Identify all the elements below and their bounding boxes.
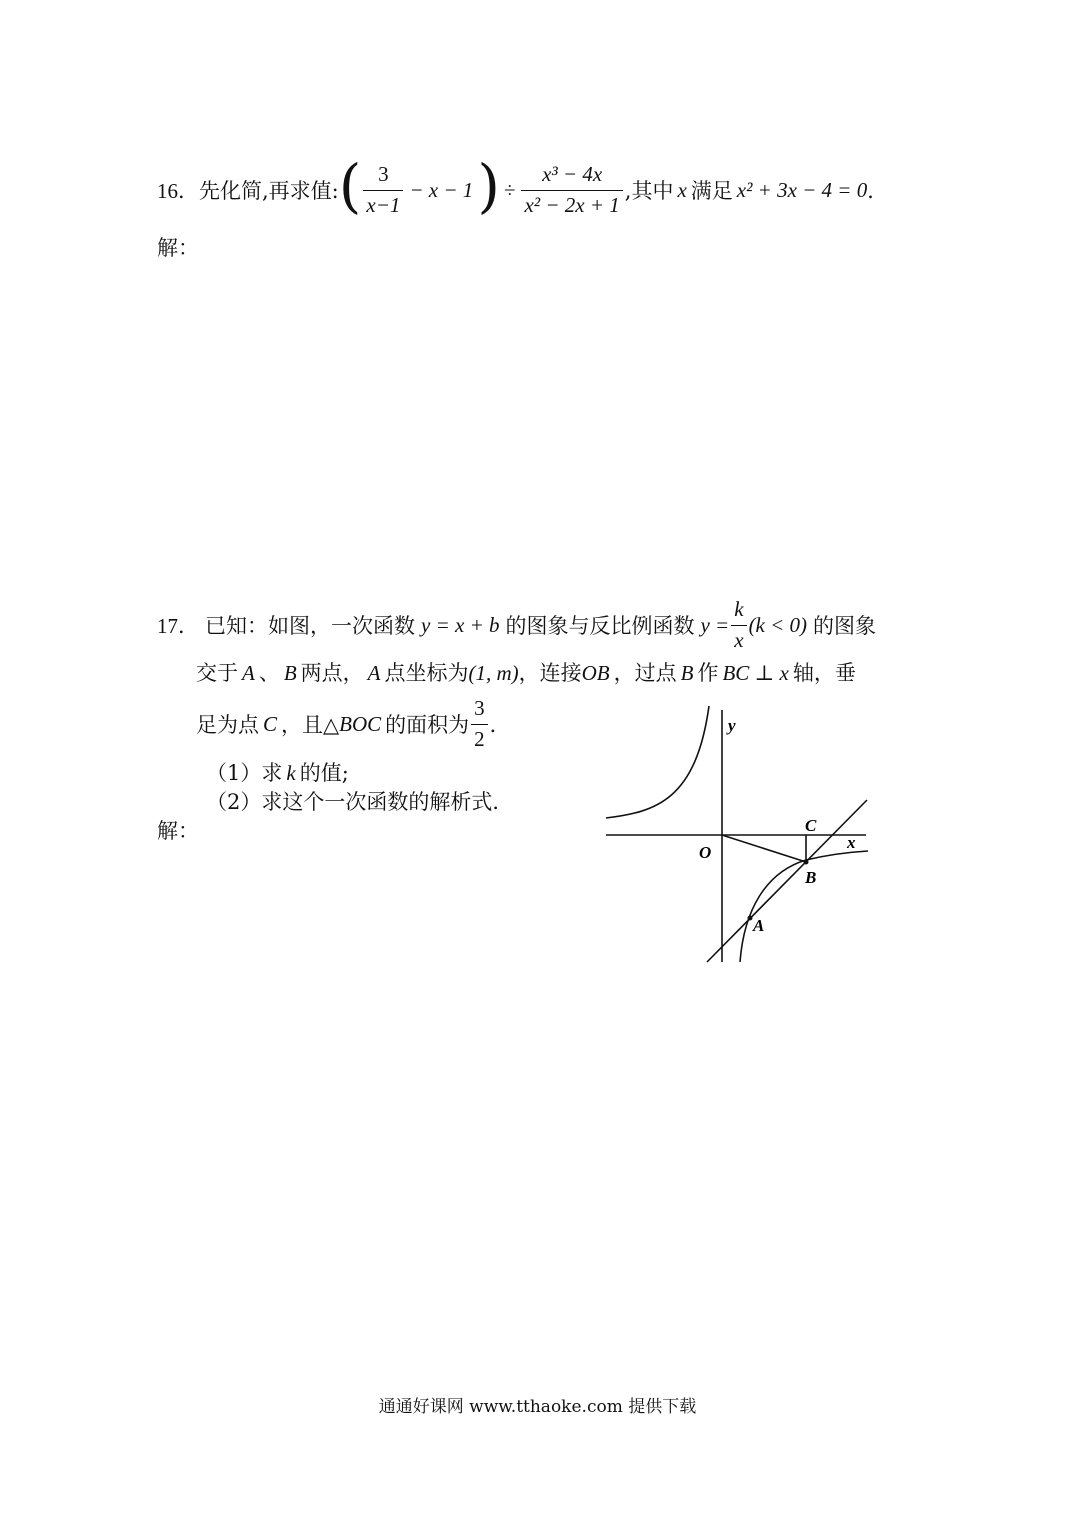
- text-segment: 的图象与反比例函数: [505, 614, 695, 638]
- variable-k: k: [286, 761, 296, 785]
- origin-label: O: [699, 843, 712, 862]
- sentence-end: ．: [867, 179, 889, 203]
- division-sign: ÷: [503, 177, 516, 202]
- fraction-3-over-x-minus-1: [363, 162, 403, 217]
- text-segment: （1）求: [206, 761, 283, 785]
- text-segment: ，连接: [518, 661, 582, 685]
- linear-function-line: [707, 800, 867, 962]
- hyperbola-lower-right-branch: [740, 851, 868, 962]
- expression-minus-x-minus-1: − x − 1: [409, 177, 474, 202]
- text-segment: 已知：如图，一次函数: [205, 614, 415, 638]
- left-paren: (: [338, 152, 362, 220]
- fraction-denominator: 2: [474, 726, 485, 751]
- equation-linear: y = x + b: [421, 612, 500, 637]
- fraction-numerator: k: [731, 597, 746, 625]
- segment-OB: OB: [581, 661, 610, 685]
- graph-figure: [596, 700, 882, 970]
- fraction-polynomial: [521, 162, 622, 217]
- point-B: B: [680, 661, 694, 685]
- question-17-line-2: [196, 657, 856, 687]
- text-segment: ，过点: [613, 661, 677, 685]
- question-lead-text: 先化简,再求值:: [199, 179, 339, 203]
- text-segment: 作: [697, 661, 719, 685]
- condition-mid-text: 满足: [690, 179, 733, 203]
- fraction-numerator: x³ − 4x: [521, 162, 622, 190]
- sub-question-1: [206, 757, 349, 787]
- text-segment: 的面积为: [385, 713, 470, 737]
- fraction-denominator: x: [734, 627, 744, 652]
- question-16-line: [157, 152, 889, 220]
- text-segment: 足为点: [196, 713, 259, 737]
- question-number: 17．: [157, 614, 199, 638]
- fraction-denominator: x−1: [366, 192, 401, 217]
- segment-OB: [722, 835, 806, 862]
- footer-text: 通通好课网 www.tthaoke.com 提供下载: [378, 1397, 697, 1417]
- fraction-3-over-2: [471, 696, 488, 751]
- point-B-marker: [804, 860, 809, 865]
- answer-label-16: 解：: [157, 236, 199, 260]
- fraction-numerator: 3: [363, 162, 403, 190]
- point-C-label: C: [805, 816, 817, 835]
- text-segment: 的图象: [813, 614, 877, 638]
- text-segment: 两点，: [300, 661, 364, 685]
- condition-prefix: ,其中: [624, 179, 674, 203]
- point-A-label: A: [753, 916, 765, 935]
- sub-question-2: （2）求这个一次函数的解析式．: [206, 790, 514, 814]
- equation-lhs: y =: [700, 612, 730, 637]
- point-A: A: [242, 661, 255, 685]
- hyperbola-upper-left-branch: [606, 706, 709, 818]
- condition-variable: x: [677, 177, 687, 202]
- text-segment: 交于: [196, 661, 238, 685]
- point-A: A: [367, 661, 381, 685]
- triangle-BOC: BOC: [339, 711, 382, 736]
- right-paren: ): [477, 152, 500, 220]
- question-number: 16．: [157, 179, 199, 203]
- point-C: C: [263, 711, 278, 736]
- question-17-line-1: [157, 598, 876, 652]
- text-segment: ，且△: [281, 713, 340, 737]
- point-A-marker: [748, 916, 753, 921]
- text-segment: 、: [258, 661, 280, 685]
- axis-label-x: x: [847, 833, 856, 852]
- fraction-denominator: x² − 2x + 1: [524, 192, 620, 217]
- text-segment: 点坐标为: [384, 661, 469, 685]
- fraction-k-over-x: [731, 597, 746, 652]
- coordinate: (1, m): [468, 661, 519, 685]
- fraction-numerator: 3: [471, 696, 488, 724]
- k-condition: (k < 0): [748, 612, 808, 637]
- axis-label-y: y: [728, 716, 736, 735]
- answer-label-17: 解：: [157, 819, 199, 843]
- question-17-line-3: [196, 696, 511, 752]
- point-B: B: [283, 661, 297, 685]
- point-B-label: B: [805, 868, 817, 887]
- text-segment: 的值;: [299, 761, 349, 785]
- text-segment: 轴，垂: [792, 661, 856, 685]
- sentence-end: ．: [489, 713, 511, 737]
- perpendicular-relation: BC ⊥ x: [722, 661, 789, 685]
- condition-equation: x² + 3x − 4 = 0: [736, 177, 868, 202]
